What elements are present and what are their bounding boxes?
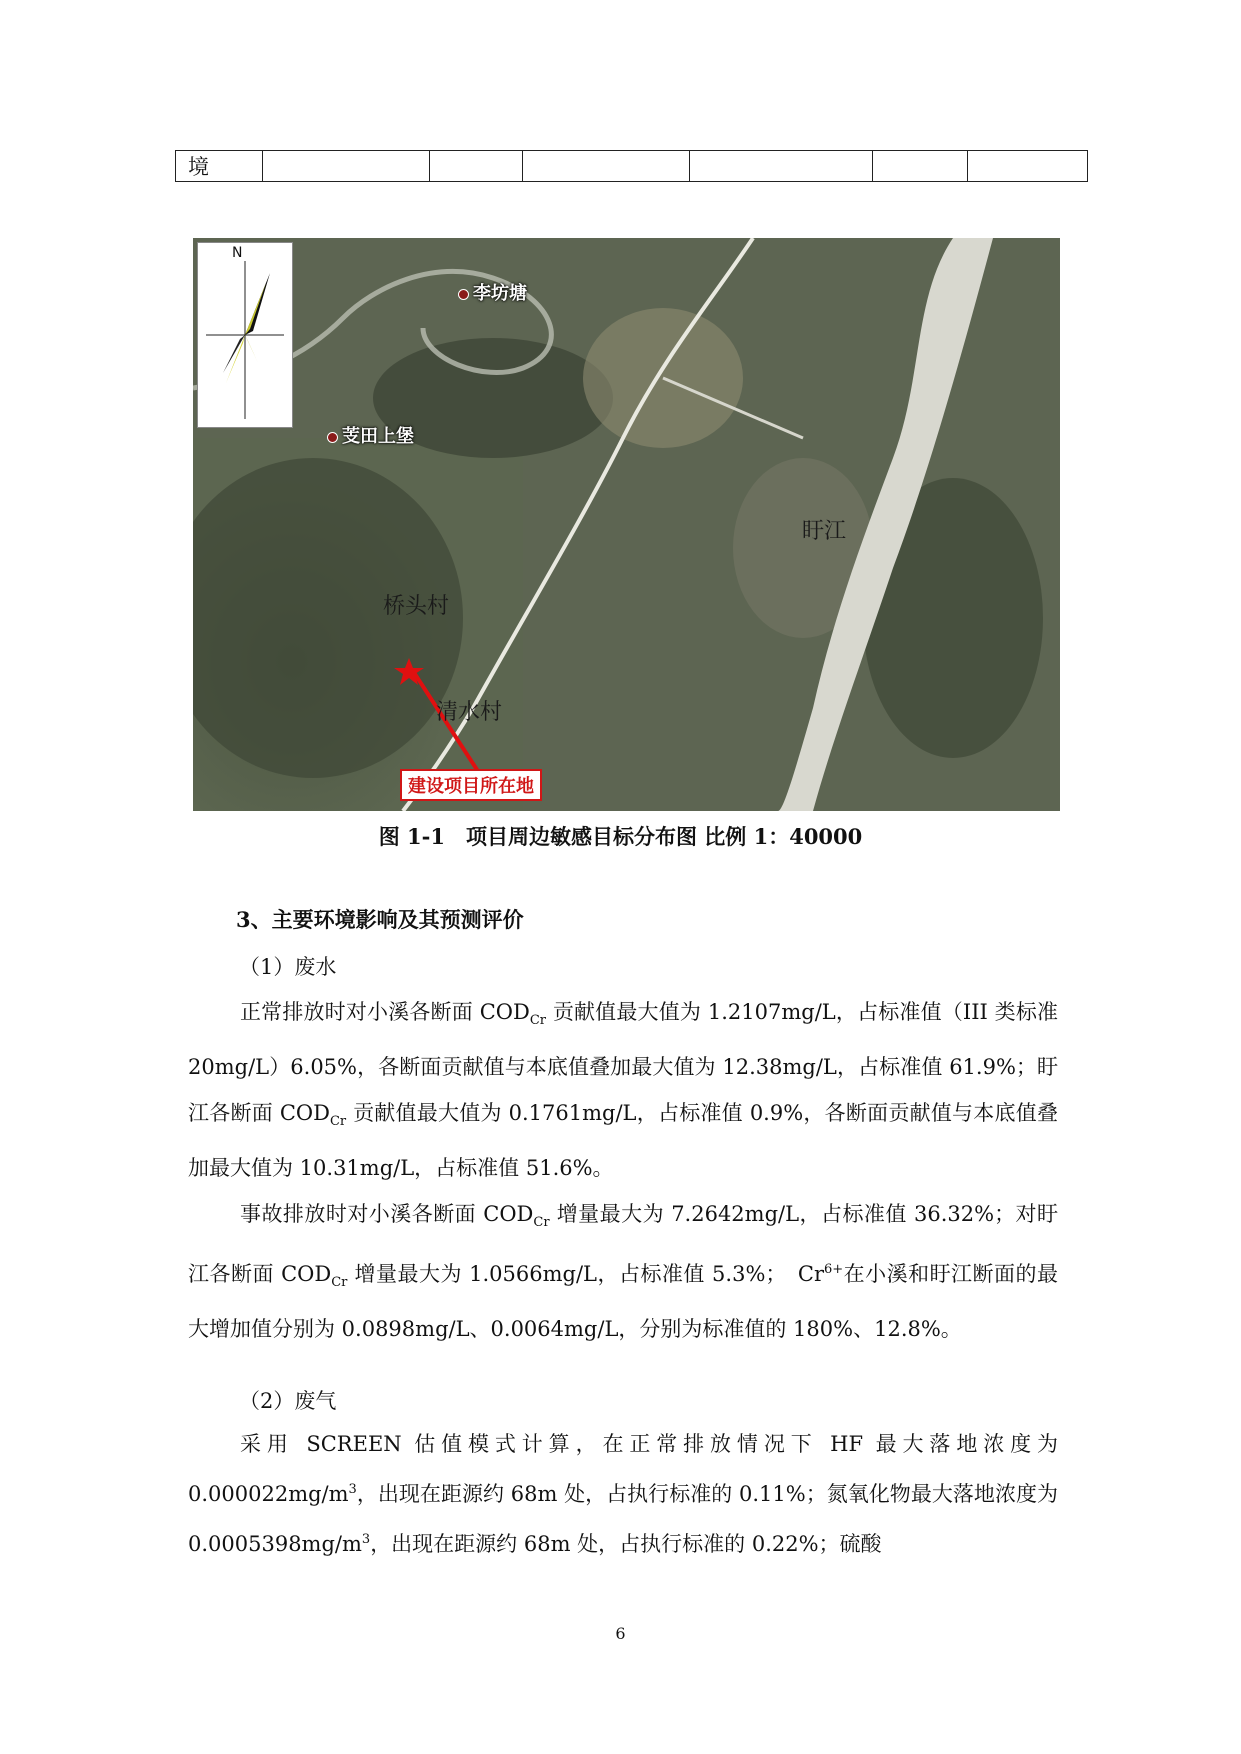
table-row [176, 151, 1088, 182]
project-site-label: 建设项目所在地 [400, 769, 542, 801]
superscript: 6+ [823, 1261, 844, 1277]
table-cell [523, 151, 690, 182]
text-run: 贡献值最大值为 0.1761mg/L，占标准值 0.9%，各断面贡献值与本底值叠加最大值为 10.31mg/L，占标准值 51.6%。 [188, 1101, 1059, 1181]
table-cell [263, 151, 430, 182]
wastewater-paragraphs [188, 989, 1058, 1352]
section-heading: 3、主要环境影响及其预测评价 [236, 907, 524, 932]
table-cell [690, 151, 873, 182]
map-label-li-fang-tang: 李坊塘 [473, 283, 527, 304]
map-label-xu-jiang: 盱江 [802, 519, 847, 544]
paragraph [188, 1191, 1058, 1351]
text-run: 增量最大为 7.2642mg/L，占标准值 36.32%；对盱江各断面 COD [188, 1202, 1058, 1286]
table-fragment [175, 150, 1088, 182]
table-cell [430, 151, 523, 182]
subscript: Cr [329, 1114, 347, 1130]
satellite-map [193, 238, 1060, 811]
poi-marker [458, 289, 469, 300]
subscript: Cr [533, 1215, 550, 1231]
text-run: 采用 SCREEN 估值模式计算，在正常排放情况下 HF 最大落地浓度为 0.000022mg/m [188, 1432, 1058, 1506]
table-cell: 境 [176, 151, 263, 182]
text-run: 在小溪和盱江断面的最大增加值分别为 0.0898mg/L、0.0064mg/L，分别为标准值的 180%、12.8%。 [188, 1261, 1058, 1341]
subscript: Cr [331, 1274, 348, 1290]
text-run: 贡献值最大值为 1.2107mg/L，占标准值（III 类标准 20mg/L）6.05%，各断面贡献值与本底值叠加最大值为 12.38mg/L，占标准值 61.9%；盱江各断面 COD [188, 1000, 1058, 1126]
text-run: 增量最大为 1.0566mg/L，占标准值 5.3%； Cr [347, 1261, 824, 1286]
wastewater-title: （1）废水 [239, 955, 337, 979]
text-run: ，出现在距源约 68m 处，占执行标准的 0.22%；硫酸 [370, 1532, 882, 1556]
superscript: 3 [361, 1532, 371, 1547]
text-run: ，出现在距源约 68m 处，占执行标准的 0.11%；氮氧化物最大落地浓度为 0.0005398mg/m [188, 1482, 1058, 1556]
waste-gas-title: （2）废气 [239, 1389, 337, 1413]
poi-marker [327, 432, 338, 443]
wind-rose-icon [198, 243, 292, 427]
paragraph [188, 989, 1058, 1191]
table-cell [968, 151, 1088, 182]
paragraph [188, 1421, 1058, 1567]
text-run: 正常排放时对小溪各断面 COD [240, 1000, 530, 1024]
map-label-qiao-tou-cun: 桥头村 [383, 594, 450, 619]
figure-caption: 图 1-1 项目周边敏感目标分布图 比例 1：40000 [378, 824, 863, 849]
text-run: 事故排放时对小溪各断面 COD [240, 1202, 534, 1227]
map-label-qing-shui-cun: 清水村 [436, 700, 503, 725]
wind-rose-compass [197, 242, 293, 428]
table-cell [873, 151, 968, 182]
map-label-ji-tian-shang-bao: 芰田上堡 [342, 426, 414, 447]
superscript: 3 [348, 1482, 357, 1497]
north-label: N [232, 245, 243, 261]
page-number: 6 [615, 1624, 626, 1643]
waste-gas-paragraphs [188, 1421, 1058, 1567]
subscript: Cr [529, 1013, 546, 1029]
